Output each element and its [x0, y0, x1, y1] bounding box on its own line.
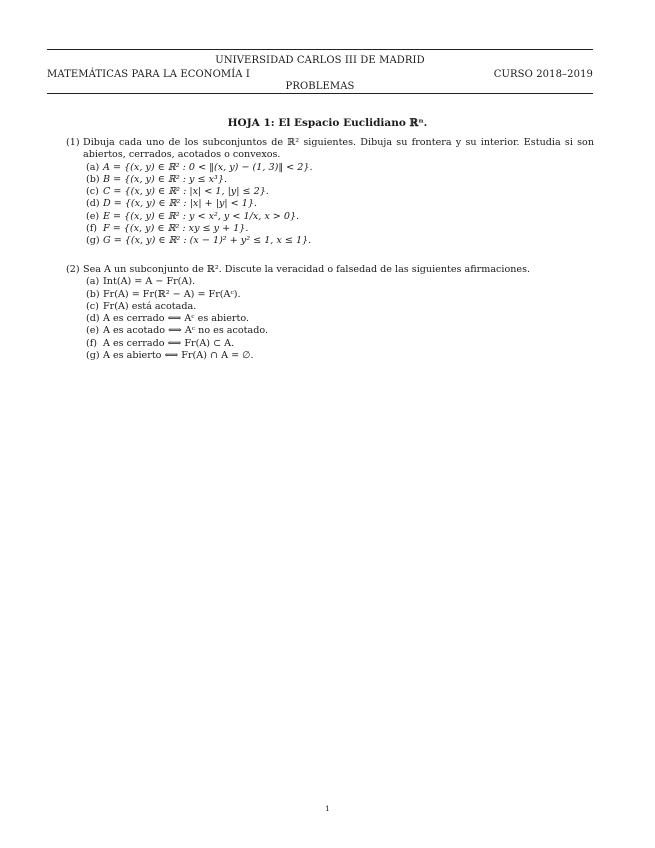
item-text: C = {(x, y) ∈ ℝ² : |x| < 1, |y| ≤ 2}.	[103, 186, 269, 198]
list-item	[66, 276, 594, 288]
list-item	[66, 186, 594, 198]
item-label: (e)	[86, 325, 100, 337]
list-item	[66, 235, 594, 247]
list-item	[66, 338, 594, 350]
item-text: A es abierto ⟺ Fr(A) ∩ A = ∅.	[103, 350, 254, 362]
problem-text: Dibuja cada uno de los subconjuntos de ℝ² siguientes. Dibuja su frontera y su interior. Estudia si son abiertos, cerrados, acotados o convexos.	[83, 137, 594, 161]
item-text: Fr(A) está acotada.	[103, 300, 197, 312]
list-item	[66, 313, 594, 325]
problem-items	[66, 162, 594, 248]
problem-statement	[66, 264, 594, 276]
item-text: Int(A) = A − Fr(A).	[103, 276, 196, 288]
item-label: (f)	[86, 223, 98, 235]
item-label: (e)	[86, 210, 100, 222]
list-item	[66, 325, 594, 337]
academic-year: CURSO 2018–2019	[493, 69, 593, 80]
item-text: A es cerrado ⟺ Fr(A) ⊂ A.	[103, 337, 235, 349]
course-name: MATEMÁTICAS PARA LA ECONOMÍA I	[47, 69, 250, 80]
item-label: (g)	[86, 235, 100, 247]
item-text: F = {(x, y) ∈ ℝ² : xy ≤ y + 1}.	[103, 223, 249, 235]
list-item	[66, 301, 594, 313]
item-label: (d)	[86, 198, 100, 210]
item-text: D = {(x, y) ∈ ℝ² : |x| + |y| < 1}.	[103, 198, 257, 210]
problem-items	[66, 276, 594, 362]
item-text: A es cerrado ⟺ Aᶜ es abierto.	[103, 313, 249, 325]
list-item	[66, 350, 594, 362]
section-label: PROBLEMAS	[285, 81, 355, 92]
list-item	[66, 211, 594, 223]
problem-2	[66, 264, 594, 362]
item-label: (d)	[86, 313, 100, 325]
item-label: (g)	[86, 350, 100, 362]
problem-statement	[66, 137, 594, 162]
item-label: (b)	[86, 288, 100, 300]
list-item	[66, 223, 594, 235]
item-label: (a)	[86, 276, 100, 288]
item-text: B = {(x, y) ∈ ℝ² : y ≤ x³}.	[103, 173, 228, 185]
page-header	[47, 49, 593, 94]
list-item	[66, 198, 594, 210]
item-text: A es acotado ⟺ Aᶜ no es acotado.	[103, 325, 269, 337]
sheet-title: HOJA 1: El Espacio Euclidiano ℝⁿ.	[227, 117, 428, 129]
item-text: Fr(A) = Fr(ℝ² − A) = Fr(Aᶜ).	[103, 288, 241, 300]
item-label: (c)	[86, 186, 99, 198]
item-text: E = {(x, y) ∈ ℝ² : y < x², y < 1/x, x > 0}.	[103, 210, 300, 222]
item-text: A = {(x, y) ∈ ℝ² : 0 < ‖(x, y) − (1, 3)‖ < 2}.	[103, 161, 313, 173]
page-number: 1	[325, 804, 330, 813]
problem-number: (2)	[66, 264, 80, 275]
item-label: (b)	[86, 173, 100, 185]
problem-number: (1)	[66, 137, 80, 148]
item-label: (f)	[86, 337, 98, 349]
item-label: (c)	[86, 300, 99, 312]
problem-text: Sea A un subconjunto de ℝ². Discute la veracidad o falsedad de las siguientes afirmaciones.	[83, 264, 531, 275]
list-item	[66, 162, 594, 174]
list-item	[66, 289, 594, 301]
problem-1	[66, 137, 594, 248]
university-name: UNIVERSIDAD CARLOS III DE MADRID	[215, 55, 425, 66]
list-item	[66, 174, 594, 186]
item-label: (a)	[86, 161, 100, 173]
item-text: G = {(x, y) ∈ ℝ² : (x − 1)² + y² ≤ 1, x ≤ 1}.	[103, 235, 312, 247]
